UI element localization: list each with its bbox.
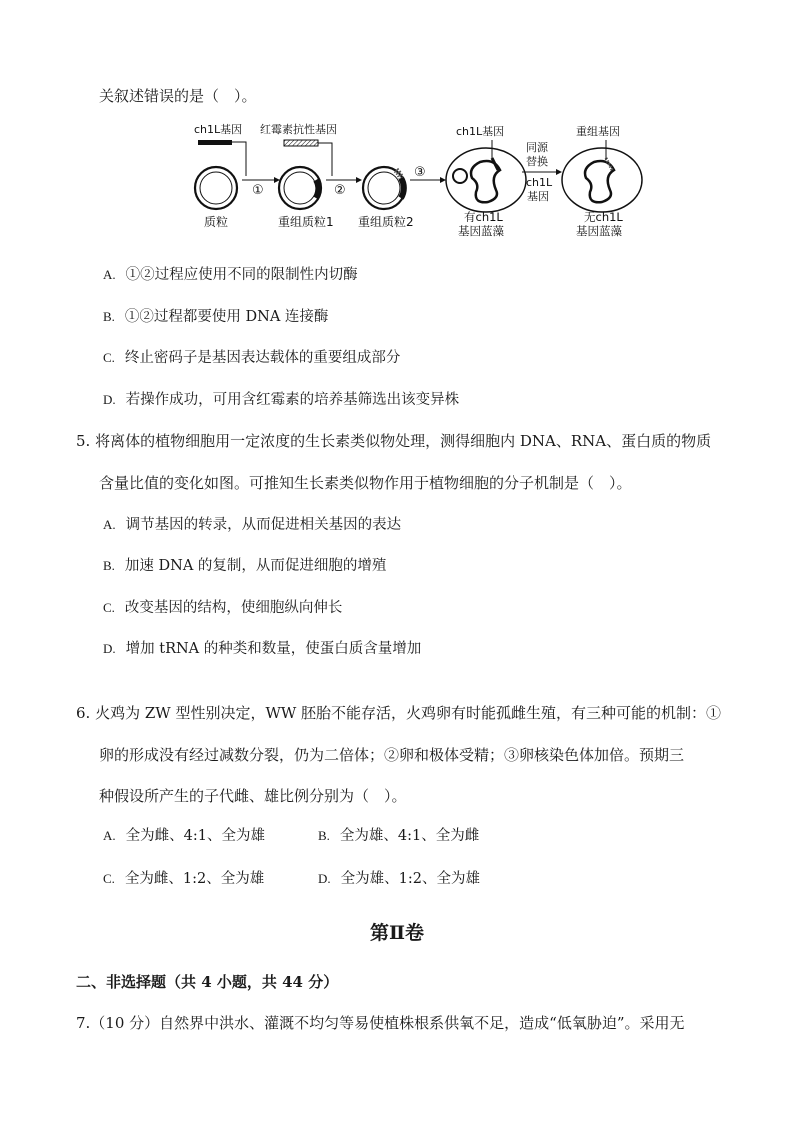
chl-gene-label: ch1L基因 [194, 123, 243, 136]
q4-option-b[interactable]: B. ①②过程都要使用 DNA 连接酶 [103, 309, 329, 325]
recomb-plasmid-1-circle [279, 167, 321, 209]
q6-option-d[interactable]: D. 全为雄、1:2、全为雄 [318, 871, 480, 887]
recomb-plasmid-2-label: 重组质粒2 [358, 215, 414, 229]
step-2-label: ② [334, 183, 346, 198]
arrow-bottom-line2: 基因 [527, 190, 549, 203]
q6-option-b[interactable]: B. 全为雄、4:1、全为雌 [318, 828, 480, 844]
q4-stem-tail: 关叙述错误的是（ ）。 [99, 87, 257, 105]
cell2-gene-label: 重组基因 [576, 125, 620, 138]
cell1-label-line2: 基因蓝藻 [458, 224, 504, 238]
genetic-engineering-diagram [180, 118, 650, 242]
q6-stem-line2: 卵的形成没有经过减数分裂，仍为二倍体；②卵和极体受精；③卵核染色体加倍。预期三 [99, 746, 685, 764]
q5-option-c[interactable]: C. 改变基因的结构，使细胞纵向伸长 [103, 600, 343, 616]
plasmid-circle [195, 167, 237, 209]
arrow-top-line1: 同源 [526, 141, 548, 154]
q5-stem-line2: 含量比值的变化如图。可推知生长素类似物作用于植物细胞的分子机制是（ ）。 [99, 474, 632, 492]
q6-stem-line3: 种假设所产生的子代雌、雄比例分别为（ ）。 [99, 787, 407, 805]
q4-option-a[interactable]: A. ①②过程应使用不同的限制性内切酶 [103, 267, 358, 283]
q5-option-b[interactable]: B. 加速 DNA 的复制，从而促进细胞的增殖 [103, 558, 387, 574]
cell2-label-line2: 基因蓝藻 [576, 224, 622, 238]
q6-option-c[interactable]: C. 全为雌、1:2、全为雄 [103, 871, 265, 887]
step-3-label: ③ [414, 165, 426, 180]
cell1-gene-label: ch1L基因 [456, 125, 505, 138]
recomb-plasmid-1-label: 重组质粒1 [278, 215, 334, 229]
arrow-bottom-line1: ch1L [526, 176, 553, 189]
q6-stem-line1: 6. 火鸡为 ZW 型性别决定，WW 胚胎不能存活，火鸡卵有时能孤雌生殖，有三种可能的机制：① [76, 704, 722, 722]
q7-stem-line1: 7.（10 分）自然界中洪水、灌溉不均匀等易使植株根系供氧不足，造成“低氧胁迫”。采用无 [76, 1014, 685, 1032]
q5-stem-line1: 5. 将离体的植物细胞用一定浓度的生长素类似物处理，测得细胞内 DNA、RNA、蛋白质的物质 [76, 432, 712, 450]
arrow-top-line2: 替换 [526, 155, 548, 168]
q4-option-c[interactable]: C. 终止密码子是基因表达载体的重要组成部分 [103, 350, 401, 366]
cell2-label-line1: 无ch1L [584, 210, 623, 224]
section2-heading: 二、非选择题（共 4 小题，共 44 分） [76, 973, 339, 991]
q6-option-a[interactable]: A. 全为雌、4:1、全为雄 [103, 828, 265, 844]
q5-option-d[interactable]: D. 增加 tRNA 的种类和数量，使蛋白质含量增加 [103, 641, 422, 657]
q5-option-a[interactable]: A. 调节基因的转录，从而促进相关基因的表达 [103, 517, 402, 533]
cell1-label-line1: 有ch1L [464, 210, 503, 224]
q4-option-d[interactable]: D. 若操作成功，可用含红霉素的培养基筛选出该变异株 [103, 392, 460, 408]
step-1-label: ① [252, 183, 264, 198]
ery-gene-label: 红霉素抗性基因 [260, 123, 337, 136]
plasmid-label: 质粒 [204, 215, 229, 229]
chl-gene-bar [198, 140, 232, 145]
section-title: 第Ⅱ卷 [369, 922, 424, 944]
